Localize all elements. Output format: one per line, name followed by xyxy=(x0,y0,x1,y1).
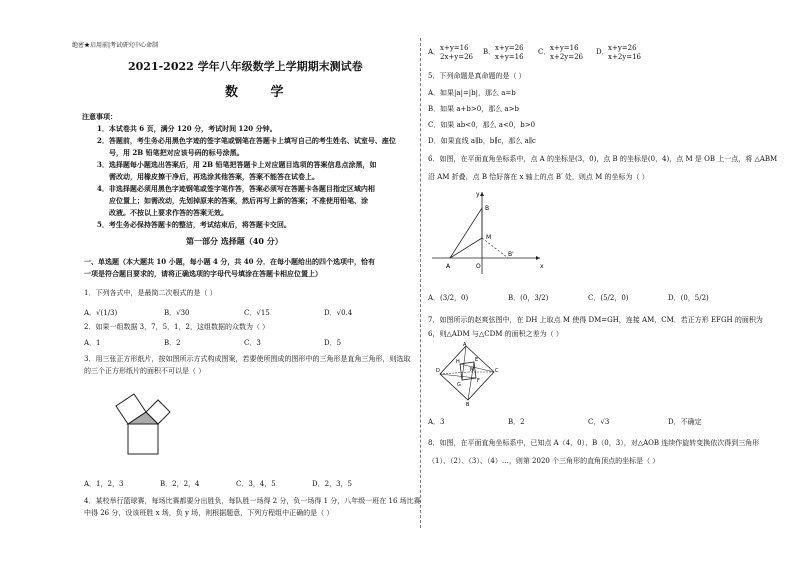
q7-label: H xyxy=(456,359,460,365)
part1-heading: 第一部分 选择题（40 分） xyxy=(186,236,283,246)
column-divider xyxy=(420,38,421,528)
q3-option-d: D．2，3，5 xyxy=(312,480,352,488)
q6-label: A xyxy=(446,263,451,270)
q6-stem: 6．如图，在平面直角坐标系中，点 A 的坐标是(3，0)，点 B 的坐标是(0，4)，点 M 是 OB 上一点，将 △ABM xyxy=(428,155,778,163)
note-line: 1．本试卷共 6 页，满分 120 分，考试时间 120 分钟。 xyxy=(97,124,277,133)
note-line: 改液。不按以上要求作答的答案无效。 xyxy=(109,208,228,217)
q1-stem: 1．下列各式中，是最简二次根式的是（ ） xyxy=(84,289,217,297)
q6-option-b: B．(0，3/2) xyxy=(508,294,549,302)
subject-title: 数 学 xyxy=(225,85,298,100)
q3-option-a: A．1，2，3 xyxy=(84,480,124,488)
q8-stem: 8．如图，在平面直角坐标系中，已知点 A（4，0）、B（0，3），对△AOB 连续作旋转变换依次得到三角形 xyxy=(428,439,760,447)
q6-label: y xyxy=(476,191,480,198)
q7-label: D xyxy=(436,368,440,374)
q6-label: O xyxy=(476,263,481,270)
q1-option-b: B．√30 xyxy=(164,309,190,317)
q3-option-c: C．3，4，5 xyxy=(236,480,276,488)
q7-label: E xyxy=(475,357,479,363)
q3-stem: 的三个正方形纸片的面积不可以是（ ） xyxy=(84,367,206,375)
note-line: 应位置上；如需改动，先划掉原来的答案，然后再写上新的答案；不准使用铅笔、涂 xyxy=(109,196,368,205)
q7-option-a: A．3 xyxy=(428,418,445,426)
q7-label: C xyxy=(495,368,499,374)
q6-option-c: C．(5/2，0) xyxy=(588,294,629,302)
note-line: 4．非选择题必须用黑色字迹钢笔或签字笔作答，答案必须写在答题卡各题目指定区域内相 xyxy=(97,184,375,193)
q5-option-a: A．如果|a|=|b|，那么 a=b xyxy=(428,89,516,97)
q4-stem: 4．某校举行篮球赛，每场比赛都要分出胜负，每队胜一场得 2 分，负一场得 1 分，八年级一班在 16 场比赛 xyxy=(84,497,421,505)
q3-option-b: B．2，2，4 xyxy=(160,480,200,488)
note-line: 需改动，用橡皮擦干净后，再选涂其他答案，答案不能答在试卷上。 xyxy=(109,172,319,181)
q6-option-d: D．(0，5/2) xyxy=(668,294,709,302)
exam-title: 2021-2022 学年八年级数学上学期期末测试卷 xyxy=(128,60,363,73)
q7-stem: 6，则△ADM 与△CDM 的面积之差为（ ） xyxy=(428,330,563,338)
q5-option-d: D．如果直线 a∥b，b∥c，那么 a∥c xyxy=(428,137,536,145)
q6-label: M xyxy=(486,234,492,241)
q4-stem: 中得 26 分，设该班胜 x 场，负 y 场，则根据题意，下列方程组中正确的是（ ） xyxy=(84,509,334,517)
q1-option-d: D．√0.4 xyxy=(324,309,353,317)
q2-option-c: C．3 xyxy=(244,339,261,347)
q7-label: B xyxy=(466,402,470,406)
q5-stem: 5．下列命题是真命题的是（ ） xyxy=(428,72,526,80)
q7-option-b: B．2 xyxy=(508,418,525,426)
q8-stem: （1）、（2）、（3）、（4）…，则第 2020 个三角形的直角顶点的坐标是（ ） xyxy=(428,457,660,465)
q7-option-d: D．不确定 xyxy=(668,418,702,426)
part1-instruction: 一、单选题（本大题共 10 小题，每小题 4 分，共 40 分．在每小题给出的四个选项中，恰有 xyxy=(84,257,375,266)
q7-label: M xyxy=(470,367,475,373)
note-line: 3．选择题每小题选出答案后，用 2B 铅笔把答题卡上对应题目选项的答案信息点涂黑，如 xyxy=(97,160,377,169)
q6-coordinate-figure xyxy=(428,186,548,276)
confidential-mark: 绝密★启用前|考试研究中心命制 xyxy=(72,42,159,49)
note-line: 2．答题前，考生务必用黑色字迹的签字笔或钢笔在答题卡上填写自己的考生姓名、试室号、座位 xyxy=(97,136,396,145)
q2-stem: 2．如果一组数据 3，7，5，1，2，这组数据的众数为（ ） xyxy=(84,323,270,331)
part1-instruction: 一项是符合题目要求的，请将正确选项的字母代号填涂在答题卡相应位置上） xyxy=(84,269,322,278)
q6-label: B' xyxy=(508,251,514,258)
notes-heading: 注意事项： xyxy=(82,112,117,121)
q7-label: A xyxy=(463,342,467,348)
q1-option-a: A．√(1/3) xyxy=(84,309,118,317)
q3-squares-figure xyxy=(108,382,188,470)
q2-option-a: A．1 xyxy=(84,339,101,347)
q3-stem: 3．用三张正方形纸片，按如图所示方式构成图案，若要使所围成的图形中的三角形是直角三角形，则选取 xyxy=(84,355,411,363)
q7-zhaoshuang-figure xyxy=(436,342,500,406)
note-line: 5．考生务必保持答题卡的整洁，考试结束后，将答题卡交回。 xyxy=(97,220,291,229)
q6-option-a: A．(3/2，0) xyxy=(428,294,469,302)
q2-option-d: D．5 xyxy=(324,339,342,347)
q5-option-c: C．如果 ab<0，那么 a<0，b>0 xyxy=(428,121,536,129)
q5-option-b: B．如果 a+b>0，那么 a>b xyxy=(428,105,519,113)
q6-stem: 沿 AM 折叠，点 B 恰好落在 x 轴上的点 B′ 处，则点 M 的坐标为（ ） xyxy=(428,173,649,181)
q1-option-c: C．√15 xyxy=(244,309,270,317)
q6-label: B xyxy=(485,205,490,212)
q7-label: F xyxy=(477,378,480,384)
q7-option-c: C．√3 xyxy=(588,418,610,426)
q6-label: x xyxy=(540,263,544,270)
q7-stem: 7．如图所示的赵爽弦图中，在 DH 上取点 M 使得 DM=GH，连接 AM，CM．若正方形 EFGH 的面积为 xyxy=(428,316,763,324)
note-line: 号，用 2B 铅笔把对应该号码的标号涂黑。 xyxy=(109,148,244,157)
q7-label: G xyxy=(457,382,461,388)
q2-option-b: B．2 xyxy=(164,339,181,347)
